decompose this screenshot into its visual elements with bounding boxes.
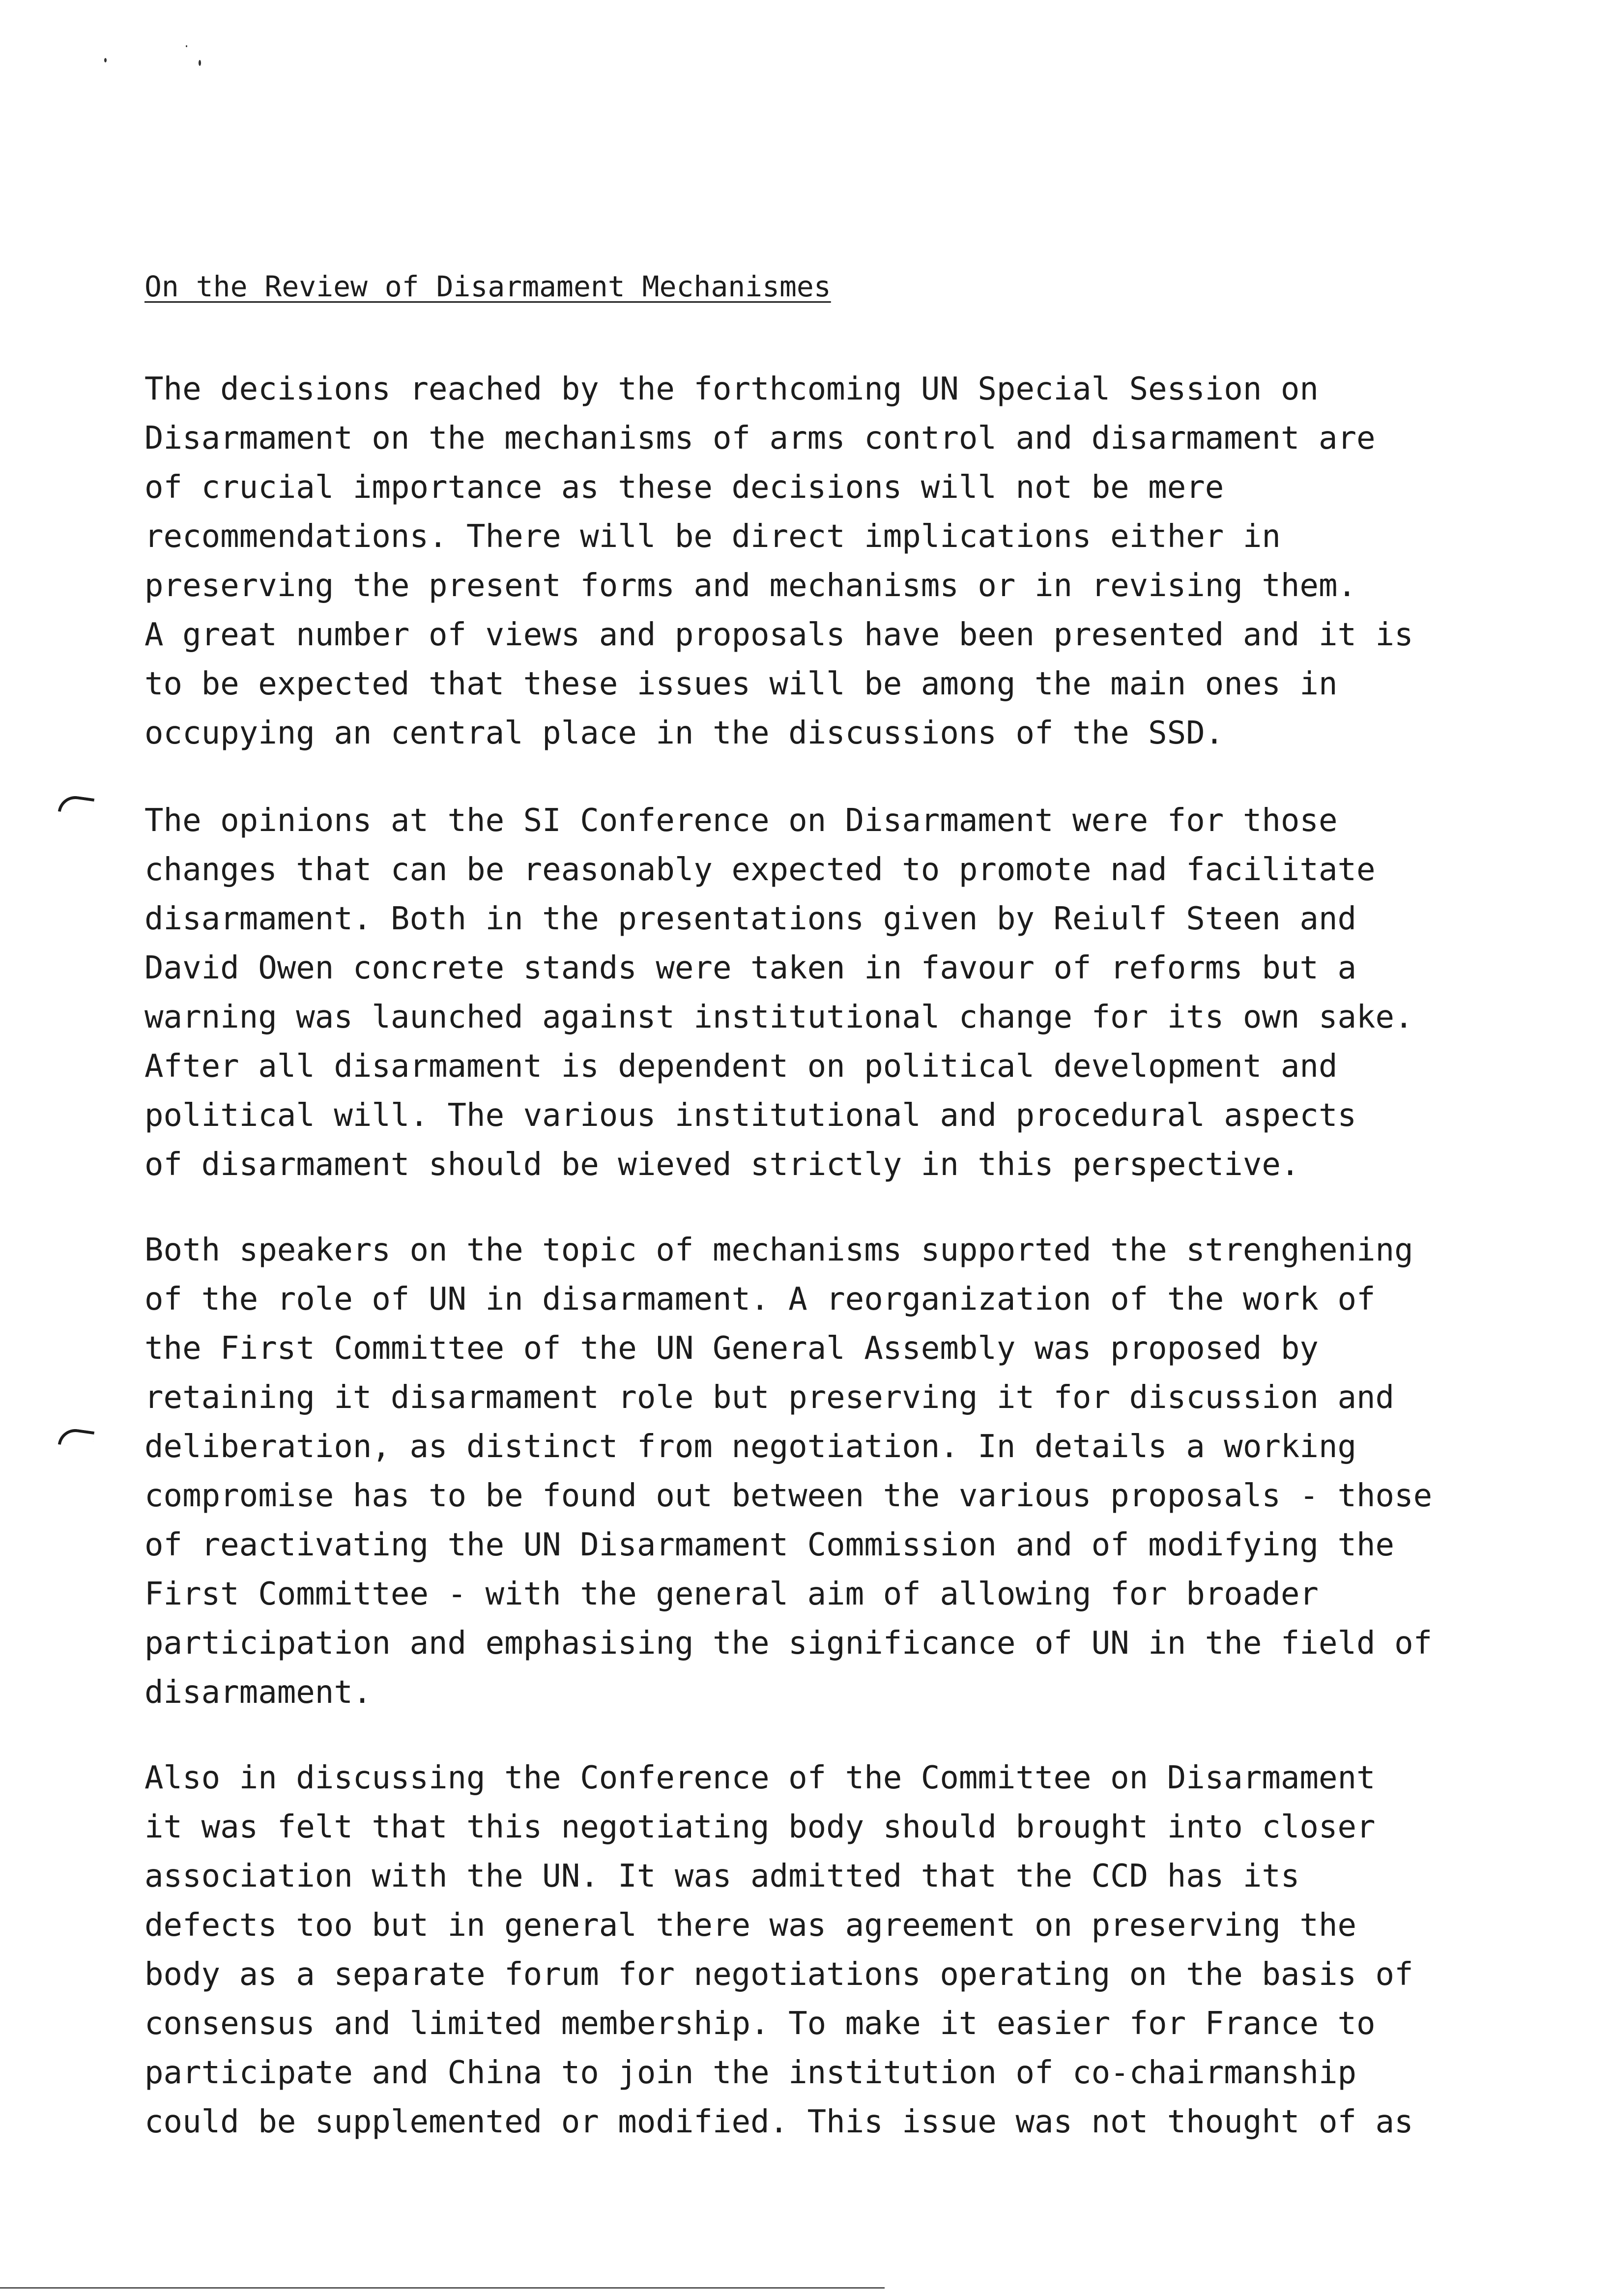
text-line: compromise has to be found out between the various proposals - those <box>144 1478 1433 1514</box>
text-line: disarmament. Both in the presentations given by Reiulf Steen and <box>144 901 1356 937</box>
text-line: to be expected that these issues will be among the main ones in <box>144 666 1338 702</box>
stray-ink-mark <box>186 45 187 47</box>
stray-ink-mark <box>199 60 201 66</box>
text-line: deliberation, as distinct from negotiation. In details a working <box>144 1429 1356 1465</box>
text-line: association with the UN. It was admitted that the CCD has its <box>144 1858 1300 1894</box>
page-bottom-rule <box>0 2287 885 2289</box>
margin-bracket-mark <box>58 1427 94 1449</box>
margin-bracket-mark <box>58 794 94 816</box>
text-line: body as a separate forum for negotiations operating on the basis of <box>144 1956 1413 1993</box>
text-line: changes that can be reasonably expected to promote nad facilitate <box>144 852 1376 888</box>
document-title: On the Review of Disarmament Mechanismes <box>144 270 831 303</box>
text-line: the First Committee of the UN General Assembly was proposed by <box>144 1330 1319 1367</box>
text-line: warning was launched against institutional change for its own sake. <box>144 999 1413 1035</box>
text-line: of the role of UN in disarmament. A reorganization of the work of <box>144 1281 1376 1318</box>
paragraph-4 <box>144 1753 1521 2147</box>
text-line: David Owen concrete stands were taken in favour of reforms but a <box>144 950 1356 986</box>
text-line: defects too but in general there was agreement on preserving the <box>144 1907 1356 1944</box>
text-line: The decisions reached by the forthcoming UN Special Session on <box>144 371 1319 407</box>
text-line: Disarmament on the mechanisms of arms control and disarmament are <box>144 420 1376 457</box>
text-line: of disarmament should be wieved strictly in this perspective. <box>144 1147 1300 1183</box>
text-line: consensus and limited membership. To make it easier for France to <box>144 2006 1376 2042</box>
text-line: Also in discussing the Conference of the Committee on Disarmament <box>144 1760 1376 1796</box>
stray-ink-mark <box>104 58 107 62</box>
text-line: could be supplemented or modified. This issue was not thought of as <box>144 2104 1413 2140</box>
paragraph-1 <box>144 365 1521 758</box>
text-line: First Committee - with the general aim of allowing for broader <box>144 1576 1319 1612</box>
text-line: Both speakers on the topic of mechanisms supported the strenghening <box>144 1232 1413 1268</box>
text-line: occupying an central place in the discussions of the SSD. <box>144 715 1224 751</box>
text-line: political will. The various institutional and procedural aspects <box>144 1097 1356 1134</box>
text-line: of reactivating the UN Disarmament Commission and of modifying the <box>144 1527 1395 1563</box>
text-line: recommendations. There will be direct implications either in <box>144 518 1281 555</box>
text-line: The opinions at the SI Conference on Disarmament were for those <box>144 803 1338 839</box>
paragraph-3 <box>144 1226 1521 1717</box>
paragraph-2 <box>144 796 1521 1189</box>
text-line: After all disarmament is dependent on political development and <box>144 1048 1338 1085</box>
text-line: retaining it disarmament role but preserving it for discussion and <box>144 1379 1395 1416</box>
text-line: it was felt that this negotiating body should brought into closer <box>144 1809 1376 1845</box>
text-line: preserving the present forms and mechanisms or in revising them. <box>144 568 1356 604</box>
text-line: A great number of views and proposals have been presented and it is <box>144 617 1413 653</box>
text-line: participation and emphasising the significance of UN in the field of <box>144 1625 1433 1662</box>
text-line: disarmament. <box>144 1674 372 1711</box>
text-line: of crucial importance as these decisions will not be mere <box>144 469 1224 506</box>
text-line: participate and China to join the institution of co-chairmanship <box>144 2055 1356 2091</box>
